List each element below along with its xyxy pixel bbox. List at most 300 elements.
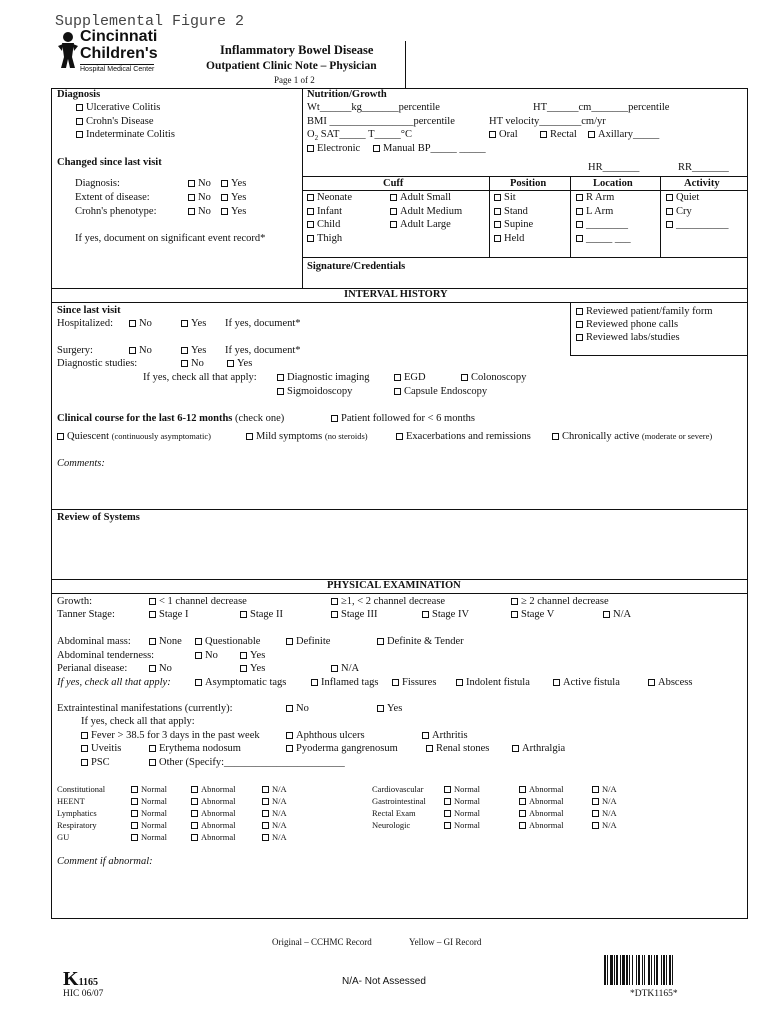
hosp-ifyes: If yes, document* — [225, 318, 301, 329]
checkbox[interactable] — [494, 235, 501, 242]
tanner-na[interactable] — [603, 609, 631, 620]
system-normal-option[interactable] — [131, 808, 167, 818]
loc-larm[interactable] — [576, 206, 613, 217]
no-label: No — [139, 318, 152, 329]
t2-label: Stage II — [250, 609, 283, 620]
cuff-neonate[interactable] — [307, 192, 352, 203]
checkbox[interactable] — [444, 786, 451, 793]
checkbox[interactable] — [390, 194, 397, 201]
checkbox[interactable] — [666, 221, 673, 228]
checkbox[interactable] — [489, 131, 496, 138]
system-label: Lymphatics — [57, 808, 97, 818]
review-labs[interactable] — [576, 332, 680, 343]
review-family-form[interactable] — [576, 306, 713, 317]
checkbox[interactable] — [394, 388, 401, 395]
surgery-ifyes: If yes, document* — [225, 345, 301, 356]
checkbox[interactable] — [307, 208, 314, 215]
checkbox[interactable] — [131, 798, 138, 805]
diagstudies-no[interactable] — [181, 358, 204, 369]
system-label: HEENT — [57, 796, 85, 806]
checkbox[interactable] — [394, 374, 401, 381]
height-field[interactable]: HT______cm_______percentile — [533, 102, 670, 113]
loc-rarm[interactable] — [576, 192, 614, 203]
checkbox[interactable] — [511, 611, 518, 618]
checkbox[interactable] — [262, 786, 269, 793]
checkbox[interactable] — [422, 611, 429, 618]
na-label: N/A — [613, 609, 632, 620]
checkbox[interactable] — [81, 759, 88, 766]
mass-none[interactable] — [149, 636, 182, 647]
checkbox[interactable] — [603, 611, 610, 618]
system-abnormal-option[interactable] — [519, 796, 563, 806]
extra-arthralgia[interactable] — [512, 743, 565, 754]
checkbox[interactable] — [592, 810, 599, 817]
checkbox[interactable] — [81, 745, 88, 752]
checkbox[interactable] — [494, 208, 501, 215]
surgery-no[interactable] — [129, 345, 152, 356]
dx-no[interactable] — [188, 178, 211, 189]
extra-yes[interactable] — [377, 703, 402, 714]
checkbox[interactable] — [286, 705, 293, 712]
checkbox[interactable] — [149, 598, 156, 605]
quiet-label: Quiet — [676, 192, 700, 203]
surgery-yes[interactable] — [181, 345, 206, 356]
o2-rest: SAT_____ T_____°C — [318, 129, 412, 140]
manual-label: Manual BP_____ _____ — [383, 143, 486, 154]
course-followed[interactable] — [331, 413, 475, 424]
system-label: Neurologic — [372, 820, 411, 830]
checkbox[interactable] — [311, 679, 318, 686]
checkbox[interactable] — [422, 732, 429, 739]
extra-erythema[interactable] — [149, 743, 241, 754]
course-chronic[interactable] — [552, 431, 712, 442]
checkbox[interactable] — [519, 786, 526, 793]
system-abnormal-option[interactable] — [191, 808, 235, 818]
checkbox[interactable] — [390, 221, 397, 228]
chronic-note: (moderate or severe) — [641, 431, 713, 441]
extra-arthritis[interactable] — [422, 730, 468, 741]
checkbox[interactable] — [553, 679, 560, 686]
pos-sit[interactable] — [494, 192, 516, 203]
cuff-thigh[interactable] — [307, 233, 342, 244]
perianal-active[interactable] — [553, 677, 620, 688]
checkbox[interactable] — [181, 360, 188, 367]
o2-field[interactable] — [307, 129, 412, 142]
rectal-option[interactable] — [540, 129, 577, 140]
system-abnormal-option[interactable] — [191, 832, 235, 842]
bmi-field[interactable]: BMI ________________percentile — [307, 116, 455, 127]
checkbox[interactable] — [494, 221, 501, 228]
review-phone[interactable] — [576, 319, 678, 330]
mild-note: (no steroids) — [324, 431, 368, 441]
perianal-inflamed[interactable] — [311, 677, 378, 688]
checkbox[interactable] — [277, 388, 284, 395]
tender-no[interactable] — [195, 650, 218, 661]
checkbox[interactable] — [286, 745, 293, 752]
checkbox[interactable] — [576, 208, 583, 215]
cuff-adult-small[interactable] — [390, 192, 451, 203]
barcode-bar — [620, 955, 621, 985]
barcode-bar — [610, 955, 613, 985]
system-na-option[interactable] — [592, 796, 617, 806]
barcode-bar — [622, 955, 625, 985]
uc-option[interactable] — [76, 102, 160, 113]
tanner-3[interactable] — [331, 609, 377, 620]
perianal-indolent[interactable] — [456, 677, 530, 688]
system-label: Constitutional — [57, 784, 106, 794]
perianal-ifyes: If yes, check all that apply: — [57, 677, 171, 688]
phenotype-no[interactable] — [188, 206, 211, 217]
oral-option[interactable] — [489, 129, 518, 140]
dx-yes[interactable] — [221, 178, 246, 189]
loc-blank-1[interactable]: ________ — [586, 219, 628, 230]
system-label: GU — [57, 832, 70, 842]
checkbox[interactable] — [461, 374, 468, 381]
checkbox[interactable] — [221, 194, 228, 201]
tanner-5[interactable] — [511, 609, 554, 620]
checkbox[interactable] — [149, 759, 156, 766]
checkbox[interactable] — [149, 745, 156, 752]
adult-large-label: Adult Large — [400, 219, 451, 230]
extent-yes[interactable] — [221, 192, 246, 203]
egd-label: EGD — [404, 372, 426, 383]
na-label: N/A — [272, 796, 287, 806]
checkbox[interactable] — [576, 308, 583, 315]
ic-option[interactable] — [76, 129, 175, 140]
perianal-asym[interactable] — [195, 677, 286, 688]
system-na-option[interactable] — [262, 784, 287, 794]
tender-yes[interactable] — [240, 650, 265, 661]
checkbox[interactable] — [262, 798, 269, 805]
checkbox[interactable] — [131, 822, 138, 829]
act-cry[interactable] — [666, 206, 692, 217]
checkbox[interactable] — [592, 798, 599, 805]
course-quiescent[interactable] — [57, 431, 211, 442]
checkbox[interactable] — [262, 822, 269, 829]
course-mild[interactable] — [246, 431, 368, 442]
checkbox[interactable] — [131, 810, 138, 817]
checkbox[interactable] — [76, 104, 83, 111]
checkbox[interactable] — [576, 235, 583, 242]
study-imaging[interactable] — [277, 372, 370, 383]
k-letter: K — [63, 968, 79, 990]
checkbox[interactable] — [277, 374, 284, 381]
system-normal-option[interactable] — [131, 820, 167, 830]
phenotype-yes[interactable] — [221, 206, 246, 217]
cuff-adult-medium[interactable] — [390, 206, 462, 217]
checkbox[interactable] — [76, 118, 83, 125]
study-sigmoid[interactable] — [277, 386, 352, 397]
study-egd[interactable] — [394, 372, 426, 383]
checkbox[interactable] — [240, 665, 247, 672]
checkbox[interactable] — [576, 194, 583, 201]
act-quiet[interactable] — [666, 192, 699, 203]
infant-label: Infant — [317, 206, 343, 217]
checkbox[interactable] — [149, 665, 156, 672]
normal-label: Normal — [454, 796, 480, 806]
na-label: N/A — [602, 796, 617, 806]
checkbox[interactable] — [221, 180, 228, 187]
checkbox[interactable] — [221, 208, 228, 215]
abnormal-label: Abnormal — [529, 808, 564, 818]
checkbox[interactable] — [131, 786, 138, 793]
mass-label: Abdominal mass: — [57, 636, 131, 647]
rr-field[interactable]: RR_______ — [678, 162, 729, 173]
checkbox[interactable] — [331, 611, 338, 618]
pos-supine[interactable] — [494, 219, 533, 230]
oral-label: Oral — [499, 129, 518, 140]
loc-other2[interactable] — [576, 233, 631, 244]
cd-option[interactable] — [76, 116, 154, 127]
checkbox[interactable] — [262, 810, 269, 817]
checkbox[interactable] — [512, 745, 519, 752]
checkbox[interactable] — [286, 638, 293, 645]
checkbox[interactable] — [191, 798, 198, 805]
checkbox[interactable] — [181, 320, 188, 327]
system-na-option[interactable] — [592, 820, 617, 830]
system-na-option[interactable] — [592, 808, 617, 818]
adult-small-label: Adult Small — [400, 192, 452, 203]
uc-label: Ulcerative Colitis — [86, 102, 161, 113]
checkbox[interactable] — [666, 208, 673, 215]
checkbox[interactable] — [76, 131, 83, 138]
axillary-option[interactable] — [588, 129, 659, 140]
checkbox[interactable] — [129, 320, 136, 327]
tanner-4[interactable] — [422, 609, 469, 620]
barcode-bar — [629, 955, 630, 985]
perianal-abscess[interactable] — [648, 677, 692, 688]
capsule-label: Capsule Endoscopy — [404, 386, 488, 397]
abnormal-label: Abnormal — [529, 820, 564, 830]
page-number: Page 1 of 2 — [274, 75, 315, 85]
extra-ifyes: If yes, check all that apply: — [81, 716, 195, 727]
checkbox[interactable] — [377, 638, 384, 645]
extra-uveitis[interactable] — [81, 743, 121, 754]
checkbox[interactable] — [426, 745, 433, 752]
checkbox[interactable] — [494, 194, 501, 201]
system-normal-option[interactable] — [444, 796, 480, 806]
checkbox[interactable] — [519, 822, 526, 829]
hosp-no[interactable] — [129, 318, 152, 329]
definite-label: Definite — [296, 636, 331, 647]
checkbox[interactable] — [540, 131, 547, 138]
child-label: Child — [317, 219, 341, 230]
course-exacer[interactable] — [396, 431, 531, 442]
normal-label: Normal — [454, 820, 480, 830]
extent-no[interactable] — [188, 192, 211, 203]
extra-aphthous[interactable] — [286, 730, 365, 741]
checkbox[interactable] — [331, 415, 338, 422]
electronic-option[interactable] — [307, 143, 360, 154]
checkbox[interactable] — [576, 321, 583, 328]
system-abnormal-option[interactable] — [519, 820, 563, 830]
checkbox[interactable] — [149, 638, 156, 645]
mass-definite[interactable] — [286, 636, 330, 647]
checkbox[interactable] — [396, 433, 403, 440]
checkbox[interactable] — [191, 834, 198, 841]
ht-velocity-field[interactable]: HT velocity________cm/yr — [489, 116, 606, 127]
interval-title: INTERVAL HISTORY — [344, 289, 448, 300]
checkbox[interactable] — [188, 180, 195, 187]
cuff-infant[interactable] — [307, 206, 342, 217]
followed-label: Patient followed for < 6 months — [341, 413, 475, 424]
checkbox[interactable] — [552, 433, 559, 440]
checkbox[interactable] — [149, 611, 156, 618]
barcode-bar — [656, 955, 658, 985]
footer-yellow: Yellow – GI Record — [409, 937, 482, 947]
system-normal-option[interactable] — [444, 820, 480, 830]
manual-bp[interactable] — [373, 143, 486, 154]
extra-no[interactable] — [286, 703, 309, 714]
loc-other1[interactable] — [576, 219, 628, 230]
checkbox[interactable] — [286, 732, 293, 739]
checkbox[interactable] — [262, 834, 269, 841]
checkbox[interactable] — [373, 145, 380, 152]
system-na-option[interactable] — [262, 796, 287, 806]
t5-label: Stage V — [521, 609, 555, 620]
checkbox[interactable] — [456, 679, 463, 686]
pos-stand[interactable] — [494, 206, 528, 217]
system-na-option[interactable] — [262, 820, 287, 830]
system-label: Cardiovascular — [372, 784, 424, 794]
checkbox[interactable] — [307, 221, 314, 228]
loc-blank-2[interactable]: _____ ___ — [586, 233, 631, 244]
checkbox[interactable] — [331, 598, 338, 605]
checkbox[interactable] — [195, 638, 202, 645]
checkbox[interactable] — [188, 208, 195, 215]
checkbox[interactable] — [377, 705, 384, 712]
system-abnormal-option[interactable] — [191, 796, 235, 806]
diagstudies-yes[interactable] — [227, 358, 252, 369]
checkbox[interactable] — [511, 598, 518, 605]
act-other[interactable] — [666, 219, 729, 230]
checkbox[interactable] — [191, 786, 198, 793]
checkbox[interactable] — [392, 679, 399, 686]
checkbox[interactable] — [131, 834, 138, 841]
system-na-option[interactable] — [592, 784, 617, 794]
nutrition-title: Nutrition/Growth — [307, 89, 387, 100]
extra-renal[interactable] — [426, 743, 489, 754]
system-abnormal-option[interactable] — [191, 820, 235, 830]
deftender-label: Definite & Tender — [387, 636, 464, 647]
checkbox[interactable] — [519, 798, 526, 805]
no-label: No — [191, 358, 204, 369]
act-blank[interactable]: __________ — [676, 219, 729, 230]
growth-1[interactable] — [149, 596, 247, 607]
system-na-option[interactable] — [262, 808, 287, 818]
checkbox[interactable] — [519, 810, 526, 817]
checkbox[interactable] — [181, 347, 188, 354]
checkbox[interactable] — [81, 732, 88, 739]
checkbox[interactable] — [444, 810, 451, 817]
checkbox[interactable] — [240, 611, 247, 618]
checkbox[interactable] — [227, 360, 234, 367]
checkbox[interactable] — [576, 334, 583, 341]
checkbox[interactable] — [240, 652, 247, 659]
checkbox[interactable] — [648, 679, 655, 686]
fever-label: Fever > 38.5 for 3 days in the past week — [91, 730, 260, 741]
study-colonoscopy[interactable] — [461, 372, 526, 383]
mass-questionable[interactable] — [195, 636, 260, 647]
tanner-1[interactable] — [149, 609, 188, 620]
na-label: N/A — [602, 808, 617, 818]
checkbox[interactable] — [188, 194, 195, 201]
system-normal-option[interactable] — [131, 796, 167, 806]
pos-held[interactable] — [494, 233, 524, 244]
checkbox[interactable] — [307, 235, 314, 242]
none-label: None — [159, 636, 182, 647]
checkbox[interactable] — [191, 810, 198, 817]
system-normal-option[interactable] — [131, 784, 167, 794]
other-label[interactable]: Other (Specify:_______________________ — [159, 757, 345, 768]
checkbox[interactable] — [195, 652, 202, 659]
system-abnormal-option[interactable] — [519, 784, 563, 794]
system-abnormal-option[interactable] — [519, 808, 563, 818]
checkbox[interactable] — [588, 131, 595, 138]
perianal-yes[interactable] — [240, 663, 265, 674]
system-na-option[interactable] — [262, 832, 287, 842]
checkbox[interactable] — [444, 822, 451, 829]
checkbox[interactable] — [331, 665, 338, 672]
growth-2[interactable] — [331, 596, 445, 607]
weight-field[interactable]: Wt______kg_______percentile — [307, 102, 440, 113]
checkbox[interactable] — [307, 145, 314, 152]
checkbox[interactable] — [129, 347, 136, 354]
hosp-yes[interactable] — [181, 318, 206, 329]
growth-3[interactable] — [511, 596, 609, 607]
system-abnormal-option[interactable] — [191, 784, 235, 794]
yes-label: Yes — [250, 650, 266, 661]
uveitis-label: Uveitis — [91, 743, 122, 754]
checkbox[interactable] — [592, 786, 599, 793]
normal-label: Normal — [454, 808, 480, 818]
checkbox[interactable] — [592, 822, 599, 829]
checkbox[interactable] — [191, 822, 198, 829]
cuff-adult-large[interactable] — [390, 219, 451, 230]
tanner-2[interactable] — [240, 609, 283, 620]
system-normal-option[interactable] — [444, 784, 480, 794]
extra-psc[interactable] — [81, 757, 110, 768]
study-capsule[interactable] — [394, 386, 487, 397]
g2-label: ≥1, < 2 channel decrease — [341, 596, 446, 607]
supine-label: Supine — [504, 219, 534, 230]
system-label: Gastrointestinal — [372, 796, 426, 806]
no-label: No — [159, 663, 172, 674]
mass-deftender[interactable] — [377, 636, 464, 647]
extra-fever[interactable] — [81, 730, 260, 741]
checkbox[interactable] — [195, 679, 202, 686]
perianal-fissures[interactable] — [392, 677, 436, 688]
checkbox[interactable] — [444, 798, 451, 805]
cuff-child[interactable] — [307, 219, 340, 230]
checkbox[interactable] — [666, 194, 673, 201]
checkbox[interactable] — [57, 433, 64, 440]
extra-pyoderma[interactable] — [286, 743, 398, 754]
hr-field[interactable]: HR_______ — [588, 162, 640, 173]
extra-other[interactable] — [149, 757, 345, 768]
system-normal-option[interactable] — [444, 808, 480, 818]
perianal-no[interactable] — [149, 663, 172, 674]
checkbox[interactable] — [576, 221, 583, 228]
perianal-na[interactable] — [331, 663, 359, 674]
neonate-label: Neonate — [317, 192, 352, 203]
checkbox[interactable] — [246, 433, 253, 440]
checkbox[interactable] — [307, 194, 314, 201]
thigh-label: Thigh — [317, 233, 343, 244]
checkbox[interactable] — [390, 208, 397, 215]
t4-label: Stage IV — [432, 609, 470, 620]
system-normal-option[interactable] — [131, 832, 167, 842]
